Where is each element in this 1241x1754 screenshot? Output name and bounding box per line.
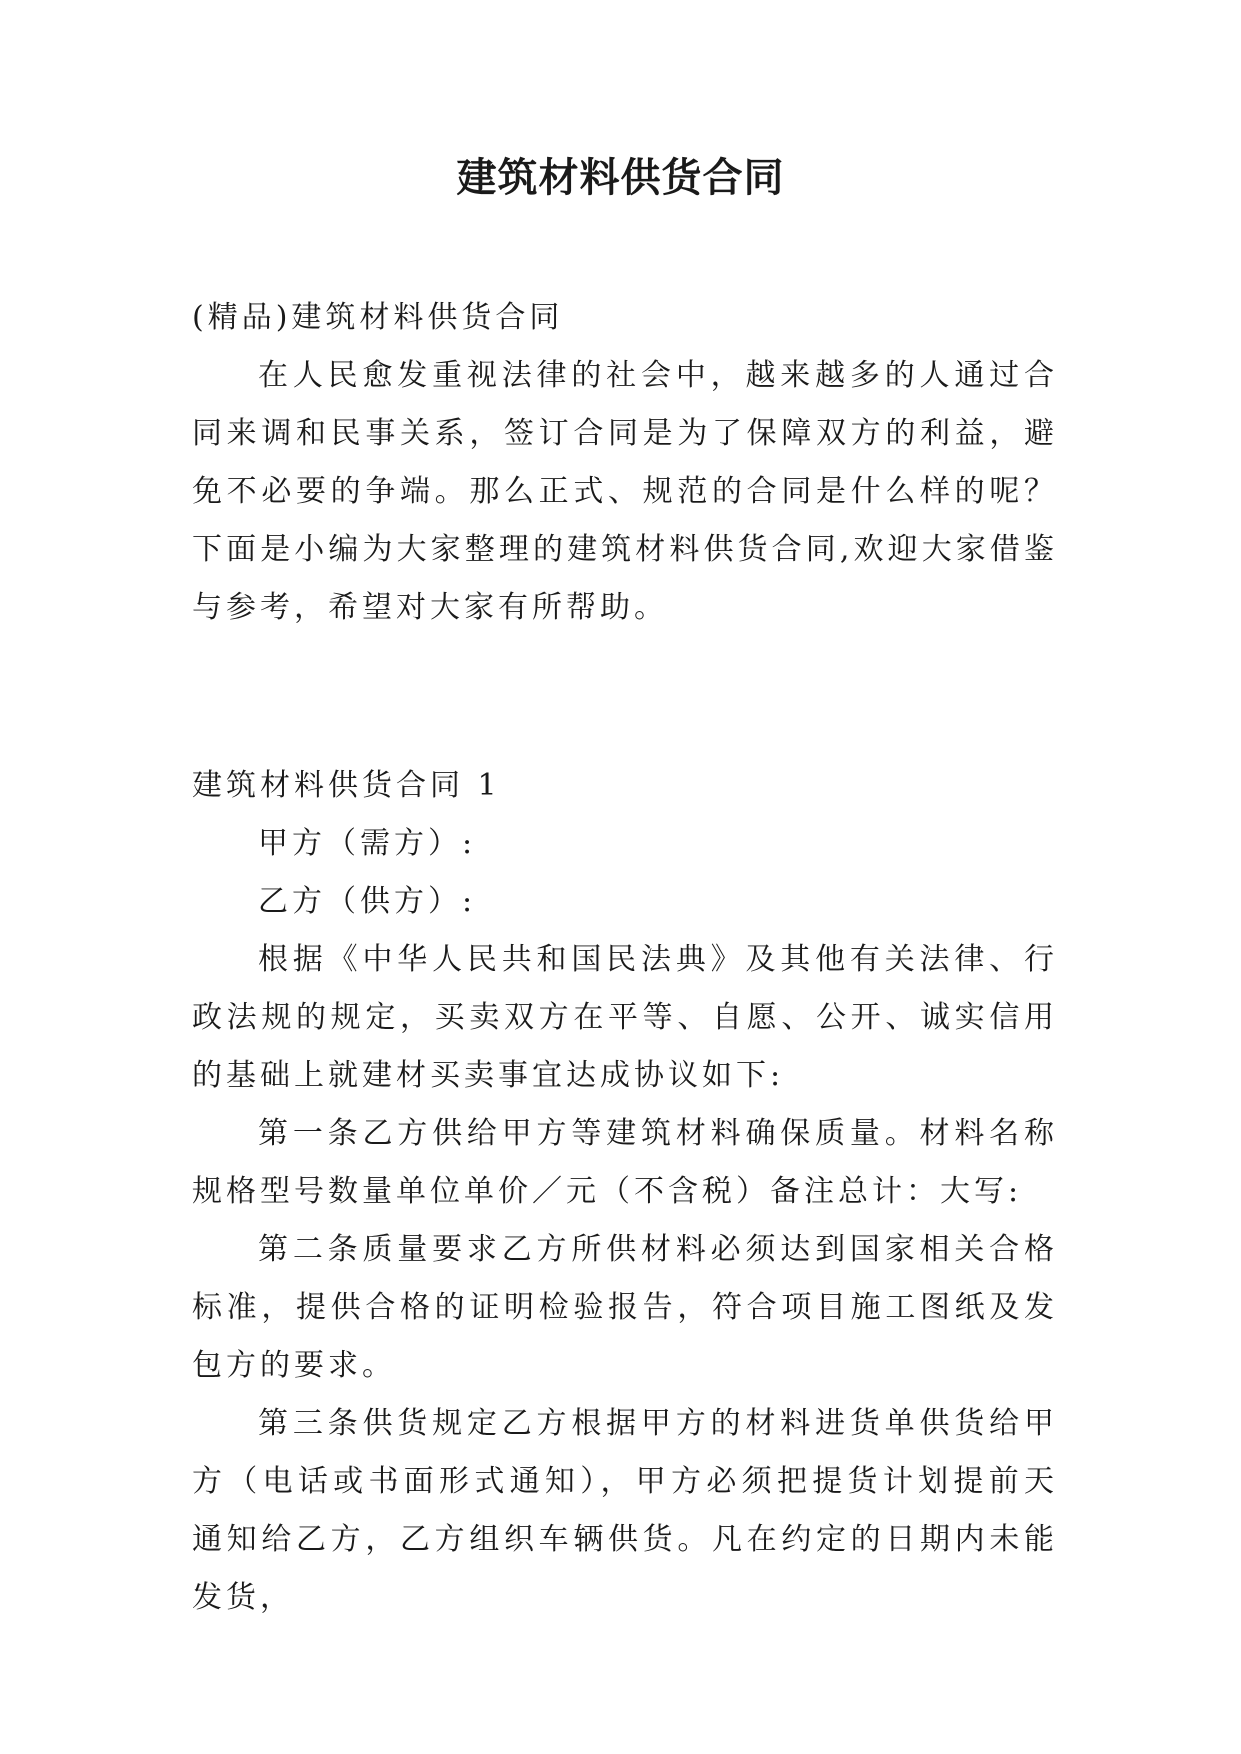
contract-body (192, 757, 1058, 1627)
document-subtitle: (精品)建筑材料供货合同 (192, 300, 564, 335)
contract-paragraph: 第一条乙方供给甲方等建筑材料确保质量。材料名称规格型号数量单位单价／元（不含税）备注总计：大写: (192, 1116, 1058, 1209)
intro-block (192, 289, 1058, 637)
party-b-line: 乙方（供方）: (258, 884, 477, 919)
section-heading: 建筑材料供货合同 1 (192, 768, 501, 803)
contract-paragraph: 第二条质量要求乙方所供材料必须达到国家相关合格标准，提供合格的证明检验报告，符合项目施工图纸及发包方的要求。 (192, 1232, 1058, 1383)
contract-paragraph: 第三条供货规定乙方根据甲方的材料进货单供货给甲方（电话或书面形式通知），甲方必须把提货计划提前天通知给乙方，乙方组织车辆供货。凡在约定的日期内未能发货， (192, 1406, 1058, 1615)
document-title: 建筑材料供货合同 (456, 154, 785, 201)
contract-paragraph: 根据《中华人民共和国民法典》及其他有关法律、行政法规的规定，买卖双方在平等、自愿、公开、诚实信用的基础上就建材买卖事宜达成协议如下: (192, 942, 1058, 1093)
intro-paragraph: 在人民愈发重视法律的社会中，越来越多的人通过合同来调和民事关系，签订合同是为了保障双方的利益，避免不必要的争端。那么正式、规范的合同是什么样的呢？下面是小编为大家整理的建筑材料供货合同,欢迎大家借鉴与参考，希望对大家有所帮助。 (192, 358, 1058, 625)
party-a-line: 甲方（需方）: (258, 826, 477, 861)
